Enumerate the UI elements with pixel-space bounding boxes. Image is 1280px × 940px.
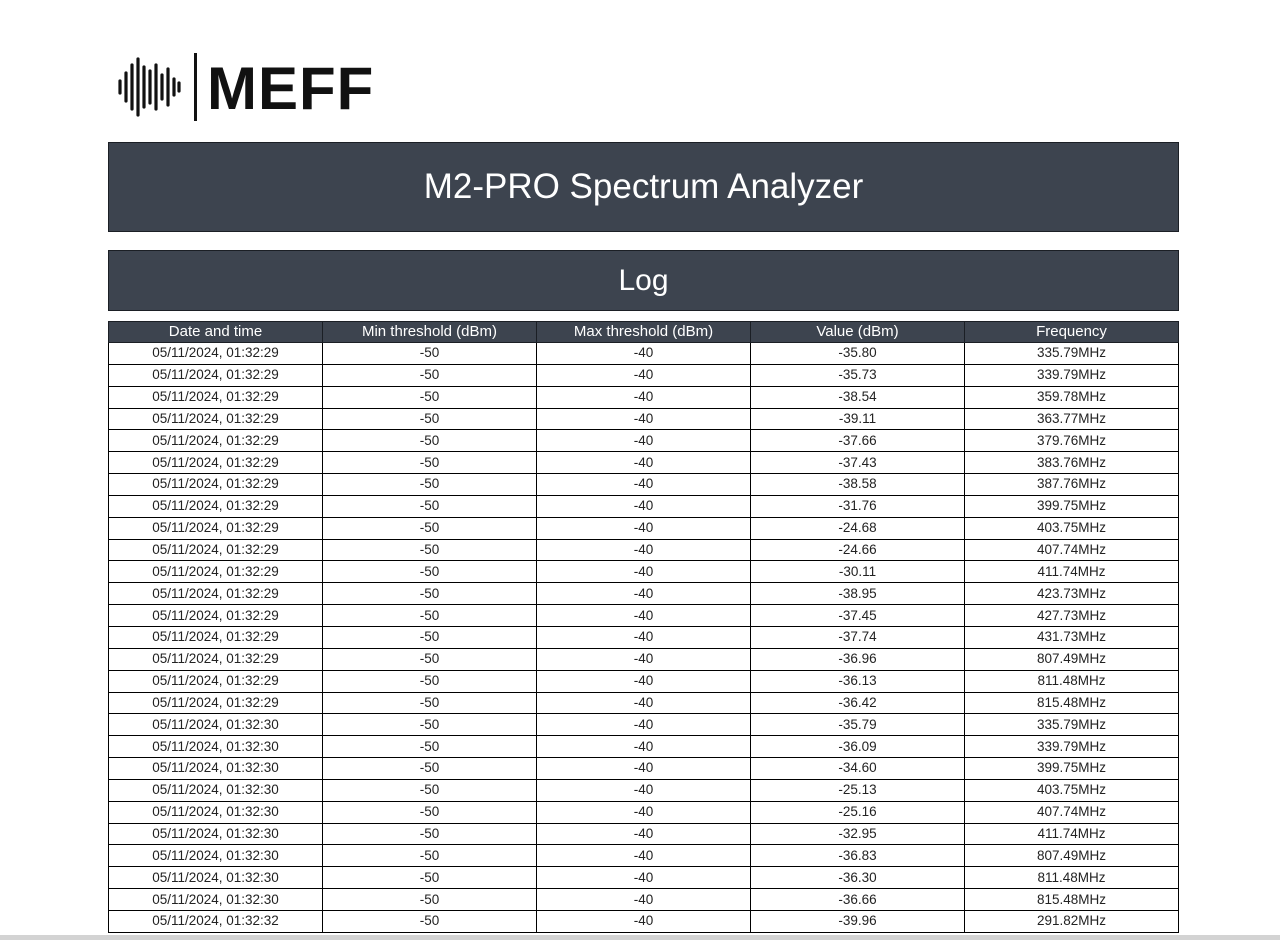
cell-frequency: 411.74MHz xyxy=(965,823,1179,845)
cell-date-time: 05/11/2024, 01:32:29 xyxy=(109,343,323,365)
cell-min-threshold: -50 xyxy=(323,714,537,736)
cell-max-threshold: -40 xyxy=(537,648,751,670)
column-header-value: Value (dBm) xyxy=(751,322,965,343)
cell-value: -32.95 xyxy=(751,823,965,845)
table-row xyxy=(109,779,1179,801)
table-row xyxy=(109,452,1179,474)
cell-max-threshold: -40 xyxy=(537,758,751,780)
cell-date-time: 05/11/2024, 01:32:30 xyxy=(109,889,323,911)
cell-value: -36.83 xyxy=(751,845,965,867)
cell-frequency: 339.79MHz xyxy=(965,364,1179,386)
cell-max-threshold: -40 xyxy=(537,474,751,496)
cell-date-time: 05/11/2024, 01:32:29 xyxy=(109,430,323,452)
table-row xyxy=(109,801,1179,823)
table-row xyxy=(109,343,1179,365)
cell-date-time: 05/11/2024, 01:32:29 xyxy=(109,605,323,627)
page-title: M2-PRO Spectrum Analyzer xyxy=(108,142,1179,232)
cell-min-threshold: -50 xyxy=(323,517,537,539)
cell-min-threshold: -50 xyxy=(323,758,537,780)
cell-frequency: 807.49MHz xyxy=(965,845,1179,867)
cell-value: -36.96 xyxy=(751,648,965,670)
cell-value: -24.66 xyxy=(751,539,965,561)
cell-max-threshold: -40 xyxy=(537,692,751,714)
table-row xyxy=(109,736,1179,758)
cell-max-threshold: -40 xyxy=(537,910,751,932)
cell-value: -37.43 xyxy=(751,452,965,474)
table-row xyxy=(109,364,1179,386)
cell-value: -37.45 xyxy=(751,605,965,627)
cell-min-threshold: -50 xyxy=(323,605,537,627)
cell-min-threshold: -50 xyxy=(323,910,537,932)
cell-min-threshold: -50 xyxy=(323,626,537,648)
cell-max-threshold: -40 xyxy=(537,823,751,845)
cell-date-time: 05/11/2024, 01:32:29 xyxy=(109,692,323,714)
cell-date-time: 05/11/2024, 01:32:29 xyxy=(109,364,323,386)
table-row xyxy=(109,386,1179,408)
cell-max-threshold: -40 xyxy=(537,779,751,801)
cell-date-time: 05/11/2024, 01:32:29 xyxy=(109,474,323,496)
table-row xyxy=(109,714,1179,736)
cell-max-threshold: -40 xyxy=(537,714,751,736)
meff-logo xyxy=(116,52,374,122)
cell-frequency: 379.76MHz xyxy=(965,430,1179,452)
cell-date-time: 05/11/2024, 01:32:30 xyxy=(109,823,323,845)
cell-min-threshold: -50 xyxy=(323,561,537,583)
table-row xyxy=(109,758,1179,780)
cell-min-threshold: -50 xyxy=(323,736,537,758)
cell-max-threshold: -40 xyxy=(537,583,751,605)
cell-frequency: 383.76MHz xyxy=(965,452,1179,474)
cell-min-threshold: -50 xyxy=(323,343,537,365)
cell-max-threshold: -40 xyxy=(537,430,751,452)
cell-value: -36.66 xyxy=(751,889,965,911)
cell-frequency: 403.75MHz xyxy=(965,517,1179,539)
cell-value: -36.13 xyxy=(751,670,965,692)
cell-frequency: 407.74MHz xyxy=(965,801,1179,823)
cell-date-time: 05/11/2024, 01:32:30 xyxy=(109,714,323,736)
cell-frequency: 815.48MHz xyxy=(965,692,1179,714)
cell-max-threshold: -40 xyxy=(537,889,751,911)
cell-value: -36.42 xyxy=(751,692,965,714)
cell-date-time: 05/11/2024, 01:32:30 xyxy=(109,779,323,801)
cell-date-time: 05/11/2024, 01:32:29 xyxy=(109,670,323,692)
cell-value: -35.73 xyxy=(751,364,965,386)
cell-frequency: 807.49MHz xyxy=(965,648,1179,670)
cell-max-threshold: -40 xyxy=(537,605,751,627)
cell-min-threshold: -50 xyxy=(323,408,537,430)
cell-date-time: 05/11/2024, 01:32:30 xyxy=(109,867,323,889)
cell-frequency: 411.74MHz xyxy=(965,561,1179,583)
column-header-frequency: Frequency xyxy=(965,322,1179,343)
cell-date-time: 05/11/2024, 01:32:29 xyxy=(109,452,323,474)
cell-value: -38.54 xyxy=(751,386,965,408)
cell-min-threshold: -50 xyxy=(323,386,537,408)
cell-value: -36.30 xyxy=(751,867,965,889)
table-row xyxy=(109,539,1179,561)
table-row xyxy=(109,823,1179,845)
table-row xyxy=(109,495,1179,517)
cell-min-threshold: -50 xyxy=(323,889,537,911)
cell-date-time: 05/11/2024, 01:32:32 xyxy=(109,910,323,932)
table-row xyxy=(109,430,1179,452)
cell-date-time: 05/11/2024, 01:32:29 xyxy=(109,517,323,539)
cell-max-threshold: -40 xyxy=(537,801,751,823)
cell-value: -30.11 xyxy=(751,561,965,583)
table-row xyxy=(109,605,1179,627)
table-header-row xyxy=(109,322,1179,343)
logo-divider xyxy=(194,53,197,121)
cell-value: -39.96 xyxy=(751,910,965,932)
cell-frequency: 815.48MHz xyxy=(965,889,1179,911)
cell-value: -31.76 xyxy=(751,495,965,517)
logo-wordmark: MEFF xyxy=(207,55,375,122)
cell-date-time: 05/11/2024, 01:32:29 xyxy=(109,386,323,408)
cell-max-threshold: -40 xyxy=(537,495,751,517)
cell-frequency: 811.48MHz xyxy=(965,670,1179,692)
cell-value: -25.16 xyxy=(751,801,965,823)
log-table-body xyxy=(109,343,1179,933)
cell-frequency: 431.73MHz xyxy=(965,626,1179,648)
cell-max-threshold: -40 xyxy=(537,364,751,386)
cell-frequency: 399.75MHz xyxy=(965,495,1179,517)
table-row xyxy=(109,670,1179,692)
cell-value: -39.11 xyxy=(751,408,965,430)
table-row xyxy=(109,867,1179,889)
table-row xyxy=(109,474,1179,496)
cell-date-time: 05/11/2024, 01:32:30 xyxy=(109,736,323,758)
cell-max-threshold: -40 xyxy=(537,539,751,561)
cell-date-time: 05/11/2024, 01:32:30 xyxy=(109,758,323,780)
cell-frequency: 359.78MHz xyxy=(965,386,1179,408)
cell-min-threshold: -50 xyxy=(323,845,537,867)
cell-value: -38.58 xyxy=(751,474,965,496)
cell-min-threshold: -50 xyxy=(323,867,537,889)
cell-max-threshold: -40 xyxy=(537,517,751,539)
cell-min-threshold: -50 xyxy=(323,583,537,605)
cell-min-threshold: -50 xyxy=(323,801,537,823)
cell-date-time: 05/11/2024, 01:32:29 xyxy=(109,561,323,583)
cell-min-threshold: -50 xyxy=(323,823,537,845)
cell-value: -35.79 xyxy=(751,714,965,736)
cell-max-threshold: -40 xyxy=(537,408,751,430)
cell-max-threshold: -40 xyxy=(537,670,751,692)
table-row xyxy=(109,626,1179,648)
cell-value: -24.68 xyxy=(751,517,965,539)
cell-date-time: 05/11/2024, 01:32:29 xyxy=(109,626,323,648)
log-table xyxy=(108,321,1179,933)
cell-frequency: 335.79MHz xyxy=(965,343,1179,365)
table-row xyxy=(109,517,1179,539)
table-row xyxy=(109,692,1179,714)
cell-frequency: 811.48MHz xyxy=(965,867,1179,889)
table-row xyxy=(109,408,1179,430)
sound-wave-icon xyxy=(116,55,182,119)
cell-frequency: 407.74MHz xyxy=(965,539,1179,561)
cell-frequency: 387.76MHz xyxy=(965,474,1179,496)
cell-frequency: 363.77MHz xyxy=(965,408,1179,430)
log-heading: Log xyxy=(108,250,1179,311)
cell-value: -37.66 xyxy=(751,430,965,452)
cell-value: -38.95 xyxy=(751,583,965,605)
bottom-scroll-edge xyxy=(0,935,1280,940)
cell-date-time: 05/11/2024, 01:32:29 xyxy=(109,408,323,430)
cell-min-threshold: -50 xyxy=(323,474,537,496)
cell-date-time: 05/11/2024, 01:32:30 xyxy=(109,845,323,867)
cell-frequency: 339.79MHz xyxy=(965,736,1179,758)
cell-min-threshold: -50 xyxy=(323,779,537,801)
cell-min-threshold: -50 xyxy=(323,670,537,692)
table-row xyxy=(109,889,1179,911)
cell-date-time: 05/11/2024, 01:32:30 xyxy=(109,801,323,823)
cell-date-time: 05/11/2024, 01:32:29 xyxy=(109,495,323,517)
cell-value: -37.74 xyxy=(751,626,965,648)
table-row xyxy=(109,648,1179,670)
cell-frequency: 403.75MHz xyxy=(965,779,1179,801)
cell-max-threshold: -40 xyxy=(537,736,751,758)
column-header-date-time: Date and time xyxy=(109,322,323,343)
cell-max-threshold: -40 xyxy=(537,845,751,867)
cell-min-threshold: -50 xyxy=(323,495,537,517)
cell-date-time: 05/11/2024, 01:32:29 xyxy=(109,539,323,561)
table-row xyxy=(109,583,1179,605)
cell-max-threshold: -40 xyxy=(537,626,751,648)
column-header-min-threshold: Min threshold (dBm) xyxy=(323,322,537,343)
column-header-max-threshold: Max threshold (dBm) xyxy=(537,322,751,343)
table-row xyxy=(109,561,1179,583)
cell-date-time: 05/11/2024, 01:32:29 xyxy=(109,583,323,605)
cell-value: -35.80 xyxy=(751,343,965,365)
cell-frequency: 291.82MHz xyxy=(965,910,1179,932)
cell-max-threshold: -40 xyxy=(537,386,751,408)
cell-max-threshold: -40 xyxy=(537,561,751,583)
cell-min-threshold: -50 xyxy=(323,539,537,561)
cell-min-threshold: -50 xyxy=(323,430,537,452)
cell-date-time: 05/11/2024, 01:32:29 xyxy=(109,648,323,670)
cell-max-threshold: -40 xyxy=(537,343,751,365)
cell-max-threshold: -40 xyxy=(537,867,751,889)
cell-min-threshold: -50 xyxy=(323,452,537,474)
cell-value: -34.60 xyxy=(751,758,965,780)
cell-frequency: 335.79MHz xyxy=(965,714,1179,736)
cell-value: -25.13 xyxy=(751,779,965,801)
table-row xyxy=(109,845,1179,867)
cell-frequency: 423.73MHz xyxy=(965,583,1179,605)
cell-min-threshold: -50 xyxy=(323,648,537,670)
table-row xyxy=(109,910,1179,932)
cell-frequency: 427.73MHz xyxy=(965,605,1179,627)
cell-value: -36.09 xyxy=(751,736,965,758)
cell-min-threshold: -50 xyxy=(323,692,537,714)
cell-min-threshold: -50 xyxy=(323,364,537,386)
cell-max-threshold: -40 xyxy=(537,452,751,474)
cell-frequency: 399.75MHz xyxy=(965,758,1179,780)
